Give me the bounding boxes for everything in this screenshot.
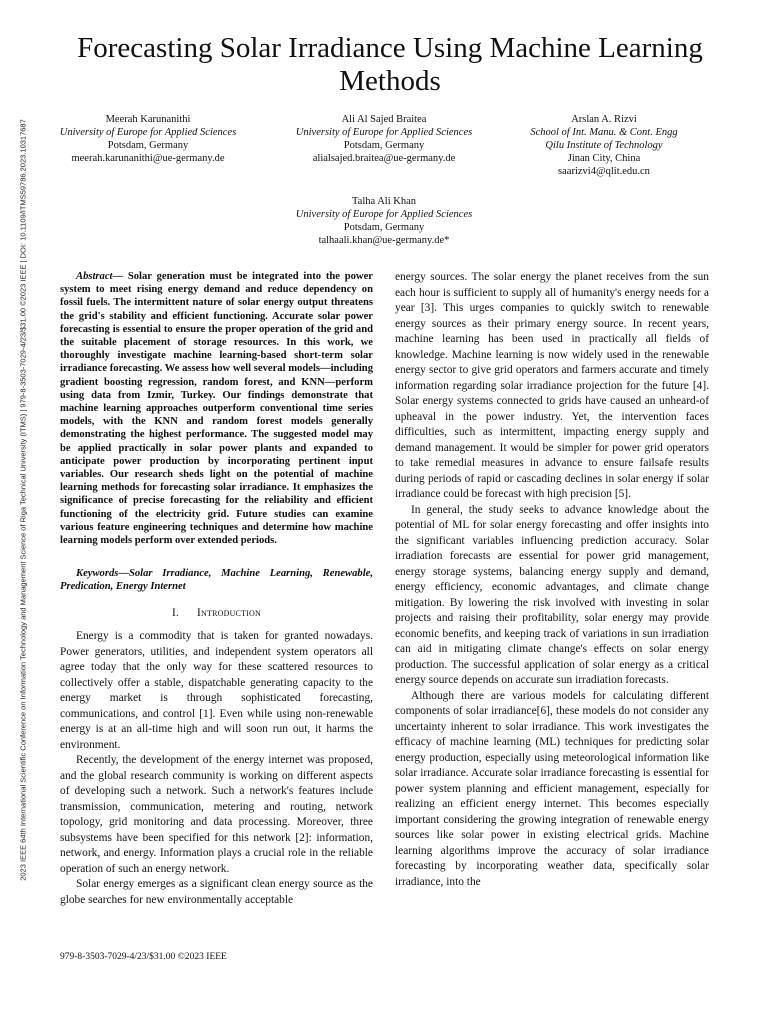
body-paragraph: In general, the study seeks to advance knowledge about the potential of ML for solar energy forecasting and offer insights into the significant variables influencing prediction accuracy. Solar irradiation forecasts are essential for power grid management, energy storage systems, balancing energy supply and demand, energy efficiency, economic advantages, and climate change mitigation. By lowering the risk involved with investing in solar projects and raising their profitability, solar energy may provide economic benefits, and keeping track of variations in sun irradiation can aid in mitigating climate change's effects on solar energy production. The successful application of solar energy as a critical energy source depends on accurate sun irradiation forecasts. xyxy=(395,503,709,686)
author-affiliation: University of Europe for Applied Sciences xyxy=(295,127,473,138)
abstract xyxy=(60,270,373,547)
paper-title: Forecasting Solar Irradiance Using Machine Learning Methods xyxy=(77,32,703,97)
author-affiliation: School of Int. Manu. & Cont. Engg xyxy=(530,127,678,138)
author-name: Meerah Karunanithi xyxy=(105,114,191,125)
section-number: I. xyxy=(171,606,180,619)
body-paragraph: energy sources. The solar energy the planet receives from the sun each hour is sufficient to supply all of humanity's energy needs for a year [3]. This urges companies to quickly switch to renewable energy sources as their primary energy source. In recent years, machine learning has been used in practically all fields of knowledge. Machine learning is now widely used in the renewable energy sector to give grid operators and farmers accurate and timely information regarding solar irradiance projection for the future [4]. Solar energy systems connected to grids have caused an unheard-of upheaval in the power industry. Yet, the intervention faces difficulties, such as intermittent, impacting energy supply and demand management. It would be simpler for power grid operators to take remedial measures in advance to ensure failsafe results during periods of rapid or cascading declines in solar energy if solar irradiance could be forecast with high precision [5]. xyxy=(395,271,709,500)
page-footer: 979-8-3503-7029-4/23/$31.00 ©2023 IEEE xyxy=(60,952,227,962)
keywords: Keywords—Solar Irradiance, Machine Learning, Renewable, Predication, Energy Internet xyxy=(60,568,373,593)
body-paragraph: Although there are various models for calculating different components of solar irradiance[6], these models do not consider any uncertainty inherent to solar irradiance. This work investigates the efficacy of machine learning (ML) techniques for predicting solar energy production, especially using meteorological information like solar irradiance. Accurate solar irradiance forecasting is essential for power system planning and efficient management, especially for realizing an efficient energy internet. This becomes especially important considering the growing integration of renewable energy sources like solar power in existing electrical grids. Machine learning algorithms improve the accuracy of solar irradiance forecasting by incorporating weather data, specifically solar irradiance, into the xyxy=(395,689,709,888)
author-affiliation-secondary: Qilu Institute of Technology xyxy=(545,140,663,151)
author-location: Potsdam, Germany xyxy=(343,140,425,151)
right-column xyxy=(395,270,709,890)
author-location: Potsdam, Germany xyxy=(107,140,189,151)
author-email: meerah.karunanithi@ue-germany.de xyxy=(71,153,225,164)
doi-side-note-text: 2023 IEEE 64th International Scientific Conference on Information Technology and Management Science of Riga Technical University (ITMS) | 979-8-3503-7029-4/23/$31.00 ©2023 IEEE | DOI: 10.1109/ITMS59786.2023.10317687 xyxy=(18,119,28,881)
author-location: Potsdam, Germany xyxy=(343,222,425,233)
body-paragraph: Energy is a commodity that is taken for granted nowadays. Power generators, utilities, and independent system operators all agree today that the only way for these scattered resources to collectively offer a stable, dispatchable generating capacity to the energy market is through sophisticated forecasting, communications, and control [1]. Even while using non-renewable energy is at an all-time high and will soon run out, it harms the environment. xyxy=(60,630,373,751)
doi-side-note xyxy=(16,50,30,950)
author-block-4 xyxy=(284,195,484,247)
body-paragraph: Solar energy emerges as a significant clean energy source as the globe searches for new environmentally acceptable xyxy=(60,878,373,906)
author-block-1 xyxy=(48,113,248,165)
author-name: Ali Al Sajed Braitea xyxy=(341,114,427,125)
author-block-3 xyxy=(504,113,704,178)
abstract-text: — Solar generation must be integrated into the power system to meet rising energy demand and reduce dependency on fossil fuels. The intermittent nature of solar energy output threatens the grid's stability and efficient functioning. Accurate solar power forecasting is essential to ensure the proper operation of the grid and the suitable placement of storage resources. In this work, we thoroughly investigate machine learning-based short-term solar irradiance forecasting. We assess how well several models—including gradient boosting regression, random forest, and KNN—perform using data from Izmir, Turkey. Our findings demonstrate that machine learning approaches outperform conventional time series models, with the KNN and random forest models generally demonstrating the highest performance. The suggested model may be applied practically in solar power plants and expanded to anticipate power production by incorporating pertinent input variables. Our research sheds light on the potential of machine learning methods for forecasting solar irradiance. It emphasizes the significance of precise forecasting for the reliability and efficient functioning of the electricity grid. Future studies can examine various feature engineering techniques and determine how machine learning models perform over extended periods. xyxy=(60,271,373,547)
author-affiliation: University of Europe for Applied Sciences xyxy=(295,209,473,220)
author-affiliation: University of Europe for Applied Sciences xyxy=(59,127,237,138)
left-column xyxy=(60,270,373,908)
body-paragraph: Recently, the development of the energy internet was proposed, and the global research community is working on different aspects of developing such a network. Such a network's features include transmission, communication, metering and routing, network topology, grid monitoring and data processing. Moreover, three subsystems have been specified for this network [2]: information, network, and energy. Information plays a crucial role in the reliable operation of such an energy network. xyxy=(60,754,373,875)
author-email: alialsajed.braitea@ue-germany.de xyxy=(312,153,456,164)
author-block-2 xyxy=(284,113,484,165)
author-email: talhaali.khan@ue-germany.de* xyxy=(318,235,450,246)
section-title: Introduction xyxy=(197,606,261,619)
author-name: Talha Ali Khan xyxy=(352,196,416,207)
author-email: saarizvi4@qlit.edu.cn xyxy=(558,166,650,177)
abstract-lead: Abstract xyxy=(76,271,113,282)
author-name: Arslan A. Rizvi xyxy=(571,114,637,125)
author-location: Jinan City, China xyxy=(567,153,641,164)
section-heading xyxy=(60,606,373,622)
